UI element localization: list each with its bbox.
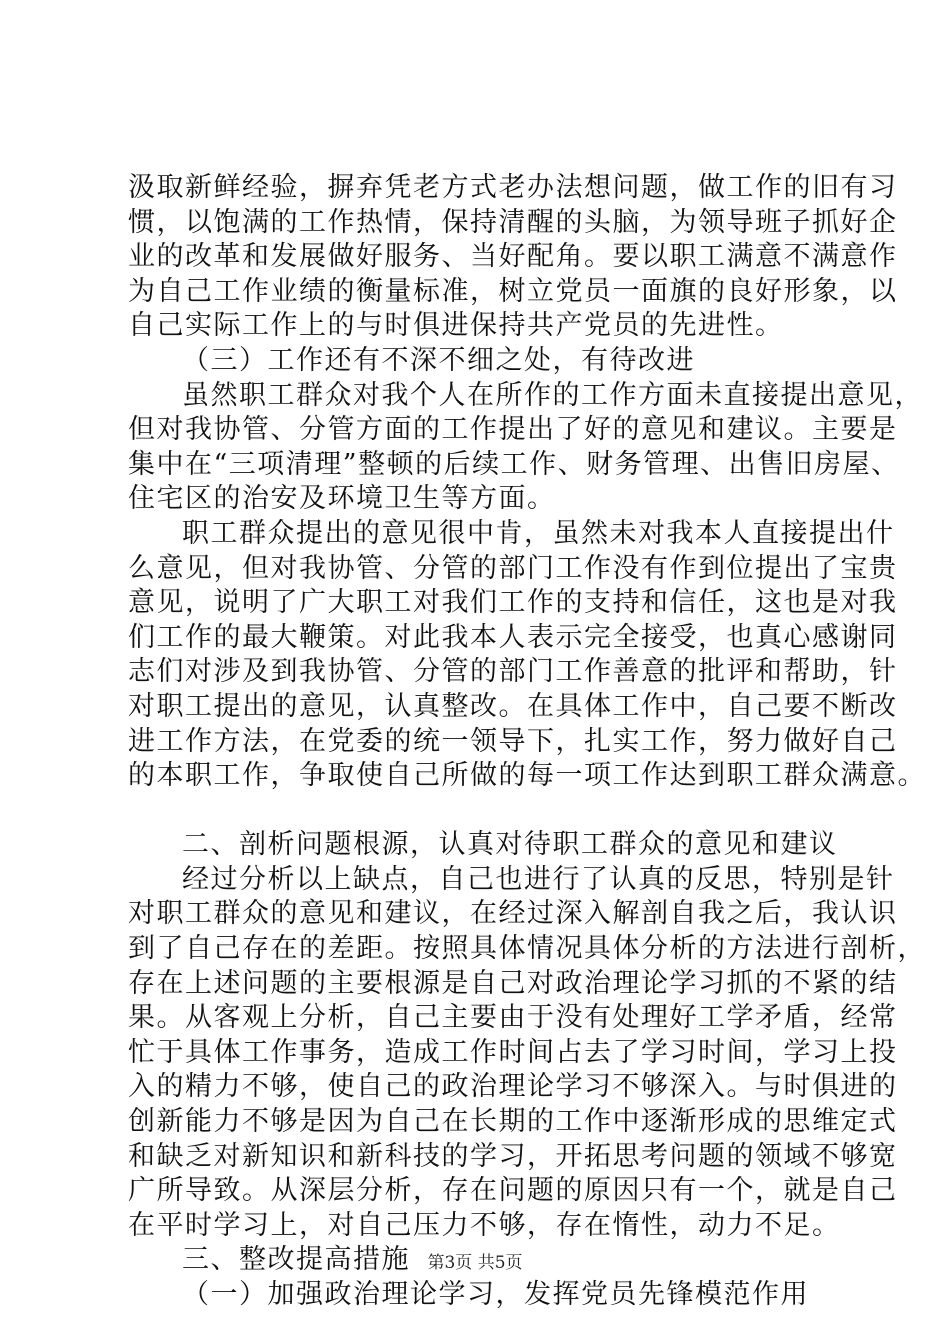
text-line: 志们对涉及到我协管、分管的部门工作善意的批评和帮助，针 bbox=[128, 656, 898, 688]
text-line: 汲取新鲜经验，摒弃凭老方式老办法想问题，做工作的旧有习 bbox=[128, 172, 898, 203]
text-line: 意见，说明了广大职工对我们工作的支持和信任，这也是对我 bbox=[128, 587, 898, 619]
text-line: 们工作的最大鞭策。对此我本人表示完全接受，也真心感谢同 bbox=[128, 621, 898, 653]
text-line: 惯，以饱满的工作热情，保持清醒的头脑，为领导班子抓好企 bbox=[128, 206, 898, 238]
text-line: 为自己工作业绩的衡量标准，树立党员一面旗的良好形象，以 bbox=[128, 275, 898, 307]
text-line: 忙于具体工作事务，造成工作时间占去了学习时间，学习上投 bbox=[128, 1036, 898, 1068]
text-line: 经过分析以上缺点，自己也进行了认真的反思，特别是针 bbox=[182, 863, 895, 895]
text-line: 职工群众提出的意见很中肯，虽然未对我本人直接提出什 bbox=[182, 517, 895, 549]
text-line: 和缺乏对新知识和新科技的学习，开拓思考问题的领域不够宽 bbox=[128, 1140, 898, 1172]
text-line: 在平时学习上，对自己压力不够，存在惰性，动力不足。 bbox=[128, 1209, 841, 1241]
text-line: 么意见，但对我协管、分管的部门工作没有作到位提出了宝贵 bbox=[128, 552, 898, 584]
text-line: （三）工作还有不深不细之处，有待改进 bbox=[182, 344, 695, 376]
text-line: 集中在“三项清理”整顿的后续工作、财务管理、出售旧房屋、 bbox=[128, 448, 900, 480]
text-line: 广所导致。从深层分析，存在问题的原因只有一个，就是自己 bbox=[128, 1175, 898, 1207]
text-line: 到了自己存在的差距。按照具体情况具体分析的方法进行剖析， bbox=[128, 933, 926, 965]
text-line: 住宅区的治安及环境卫生等方面。 bbox=[128, 483, 556, 515]
page-footer: 第3页 共5页 bbox=[427, 1253, 523, 1273]
document-body bbox=[128, 171, 926, 1313]
text-line: 二、剖析问题根源，认真对待职工群众的意见和建议 bbox=[182, 829, 838, 861]
text-line: 业的改革和发展做好服务、当好配角。要以职工满意不满意作 bbox=[128, 241, 898, 273]
text-line: 但对我协管、分管方面的工作提出了好的意见和建议。主要是 bbox=[128, 414, 898, 446]
text-line: 自己实际工作上的与时俱进保持共产党员的先进性。 bbox=[128, 310, 784, 342]
text-line: 对职工提出的意见，认真整改。在具体工作中，自己要不断改 bbox=[128, 690, 898, 722]
text-line: 入的精力不够，使自己的政治理论学习不够深入。与时俱进的 bbox=[128, 1071, 898, 1103]
text-line: 虽然职工群众对我个人在所作的工作方面未直接提出意见， bbox=[182, 379, 923, 411]
text-line: 进工作方法，在党委的统一领导下，扎实工作，努力做好自己 bbox=[128, 725, 898, 757]
text-line: （一）加强政治理论学习，发挥党员先锋模范作用 bbox=[182, 1279, 809, 1310]
text-line: 创新能力不够是因为自己在长期的工作中逐渐形成的思维定式 bbox=[128, 1106, 898, 1138]
text-line: 的本职工作，争取使自己所做的每一项工作达到职工群众满意。 bbox=[128, 760, 926, 792]
text-line: 对职工群众的意见和建议，在经过深入解剖自我之后，我认识 bbox=[128, 898, 898, 930]
blank-line bbox=[128, 794, 855, 829]
text-line: 存在上述问题的主要根源是自己对政治理论学习抓的不紧的结 bbox=[128, 967, 898, 999]
text-line: 三、整改提高措施 bbox=[182, 1244, 410, 1276]
text-line: 果。从客观上分析，自己主要由于没有处理好工学矛盾，经常 bbox=[128, 1002, 898, 1034]
